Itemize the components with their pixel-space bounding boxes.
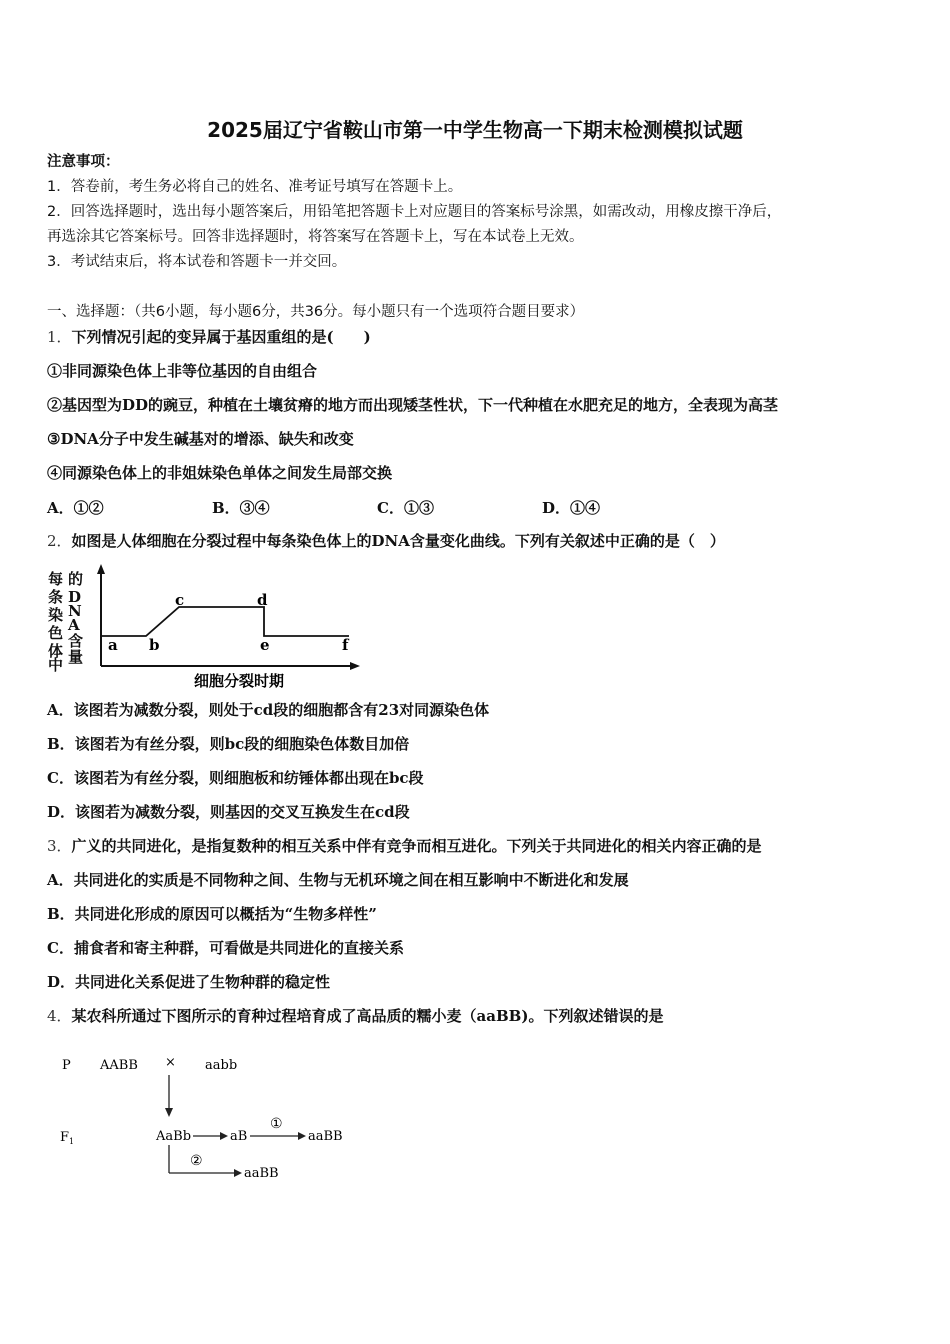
point-b: b — [149, 636, 160, 654]
point-e: e — [260, 636, 270, 654]
result-2: aaBB — [244, 1166, 279, 1181]
question-4-stem: 4．某农科所通过下图所示的育种过程培育成了高品质的糯小麦（aaBB)。下列叙述错误的是 — [47, 1007, 664, 1025]
label-p: P — [62, 1058, 71, 1073]
label-f1-sub: 1 — [69, 1137, 75, 1146]
step-1-label: ① — [270, 1116, 283, 1132]
result-1: aaBB — [308, 1129, 343, 1144]
q2-option-c[interactable]: C．该图若为有丝分裂，则细胞板和纺锤体都出现在bc段 — [47, 769, 424, 787]
q3-option-d[interactable]: D．共同进化关系促进了生物种群的稳定性 — [47, 973, 331, 991]
q3-option-a[interactable]: A．共同进化的实质是不同物种之间、生物与无机环境之间在相互影响中不断进化和发展 — [47, 871, 629, 889]
arrow-to-gamete-head — [220, 1132, 228, 1140]
question-3-number: 3． — [47, 837, 72, 855]
label-f1: F — [60, 1130, 70, 1145]
question-2-stem: 2．如图是人体细胞在分裂过程中每条染色体上的DNA含量变化曲线。下列有关叙述中正确的是（ ） — [47, 532, 725, 550]
arrow-down-head — [165, 1108, 173, 1117]
question-1-stem: 1．下列情况引起的变异属于基因重组的是( ) — [47, 328, 371, 346]
notice-item-1: 1．答卷前，考生务必将自己的姓名、准考证号填写在答题卡上。 — [47, 179, 463, 195]
point-f: f — [342, 636, 349, 654]
section-heading: 一、选择题：（共6小题，每小题6分，共36分。每小题只有一个选项符合题目要求） — [47, 304, 585, 320]
notice-heading: 注意事项： — [47, 154, 120, 170]
question-2-number: 2． — [47, 532, 72, 550]
breeding-diagram — [50, 1045, 370, 1190]
q1-option-d[interactable]: D．①④ — [542, 499, 601, 517]
chart-xlabel: 细胞分裂时期 — [194, 672, 285, 690]
step-2-label: ② — [190, 1153, 203, 1169]
notice-item-3: 3．考试结束后，将本试卷和答题卡一并交回。 — [47, 254, 347, 270]
parent-1: AABB — [100, 1058, 138, 1073]
dna-curve — [101, 607, 349, 636]
dna-content-chart — [44, 562, 364, 692]
notice-item-2a: 2．回答选择题时，选出每小题答案后，用铅笔把答题卡上对应题目的答案标号涂黑，如需改动，用橡皮擦干净后， — [47, 204, 782, 220]
cross-symbol: × — [165, 1055, 176, 1070]
point-a: a — [108, 636, 118, 654]
question-4-number: 4． — [47, 1007, 72, 1025]
gamete: aB — [230, 1129, 248, 1144]
q1-statement-2: ②基因型为DD的豌豆，种植在土壤贫瘠的地方而出现矮茎性状，下一代种植在水肥充足的地方，全表现为高茎 — [47, 396, 779, 414]
step-2-arrow-head — [234, 1169, 242, 1177]
q1-option-a[interactable]: A．①② — [47, 499, 104, 517]
question-3-stem: 3．广义的共同进化，是指复数种的相互关系中伴有竞争而相互进化。下列关于共同进化的相关内容正确的是 — [47, 837, 762, 855]
point-d: d — [257, 591, 268, 609]
f1-genotype: AaBb — [156, 1129, 192, 1144]
q1-statement-4: ④同源染色体上的非姐妹染色单体之间发生局部交换 — [47, 464, 393, 482]
q1-option-b[interactable]: B．③④ — [212, 499, 270, 517]
chart-ylabel-2: 的 D N A 含量 — [68, 570, 84, 666]
q1-option-c[interactable]: C．①③ — [377, 499, 434, 517]
q2-option-d[interactable]: D．该图若为减数分裂，则基因的交叉互换发生在cd段 — [47, 803, 410, 821]
q2-option-b[interactable]: B．该图若为有丝分裂，则bc段的细胞染色体数目加倍 — [47, 735, 410, 753]
parent-2: aabb — [205, 1058, 238, 1073]
q1-statement-3: ③DNA分子中发生碱基对的增添、缺失和改变 — [47, 430, 354, 448]
chart-x-arrow — [350, 662, 360, 670]
chart-ylabel-1: 每条染色体中 — [48, 570, 64, 674]
q3-option-b[interactable]: B．共同进化形成的原因可以概括为“生物多样性” — [47, 905, 377, 923]
q1-statement-1: ①非同源染色体上非等位基因的自由组合 — [47, 362, 318, 380]
point-c: c — [175, 591, 185, 609]
q3-option-c[interactable]: C．捕食者和寄主种群，可看做是共同进化的直接关系 — [47, 939, 404, 957]
question-1-number: 1． — [47, 328, 72, 346]
notice-item-2b: 再选涂其它答案标号。回答非选择题时，将答案写在答题卡上，写在本试卷上无效。 — [47, 229, 584, 245]
page-title: 2025届辽宁省鞍山市第一中学生物高一下期末检测模拟试题 — [207, 118, 743, 142]
arrow-step-1-head — [298, 1132, 306, 1140]
chart-y-arrow — [97, 564, 105, 574]
q2-option-a[interactable]: A．该图若为减数分裂，则处于cd段的细胞都含有23对同源染色体 — [47, 701, 490, 719]
